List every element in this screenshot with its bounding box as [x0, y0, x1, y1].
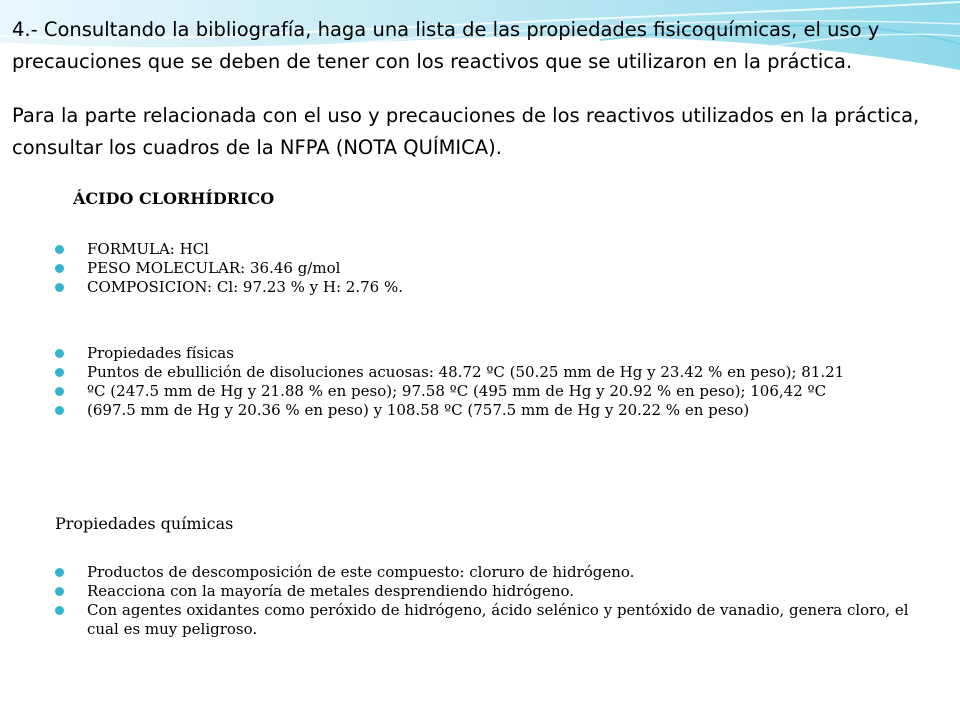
list-item-text: PESO MOLECULAR: 36.46 g/mol: [87, 259, 341, 277]
list-item: [55, 240, 935, 259]
bullet-icon: [55, 606, 64, 615]
list-item-text: COMPOSICION: Cl: 97.23 % y H: 2.76 %.: [87, 278, 403, 296]
list-item: [55, 344, 935, 363]
list-item-text: Productos de descomposición de este compuesto: cloruro de hidrógeno.: [87, 563, 635, 581]
chemical-properties-title: Propiedades químicas: [55, 514, 234, 533]
bullet-icon: [55, 568, 64, 577]
instruction-heading: 4.- Consultando la bibliografía, haga una lista de las propiedades fisicoquímicas, el uso y precauciones que se deben de tener con los reactivos que se utilizaron en la práctica.: [12, 18, 880, 73]
list-item: [55, 382, 935, 401]
list-item-text: FORMULA: HCl: [87, 240, 209, 258]
list-item: [55, 601, 935, 639]
bullet-icon: [55, 368, 64, 377]
bullet-icon: [55, 283, 64, 292]
list-item: [55, 582, 935, 601]
list-item: [55, 363, 935, 382]
list-item: [55, 401, 935, 420]
list-item: [55, 278, 935, 297]
bullet-icon: [55, 349, 64, 358]
list-item-text: (697.5 mm de Hg y 20.36 % en peso) y 108.58 ºC (757.5 mm de Hg y 20.22 % en peso): [87, 401, 750, 419]
instruction-note: Para la parte relacionada con el uso y precauciones de los reactivos utilizados en la práctica, consultar los cuadros de la NFPA (NOTA QUÍMICA).: [12, 104, 920, 159]
list-item: [55, 563, 935, 582]
bullet-icon: [55, 406, 64, 415]
list-item-text: Puntos de ebullición de disoluciones acuosas: 48.72 ºC (50.25 mm de Hg y 23.42 % en peso); 81.21: [87, 363, 845, 381]
list-item-text: Reacciona con la mayoría de metales desprendiendo hidrógeno.: [87, 582, 575, 600]
bullet-icon: [55, 387, 64, 396]
list-item: [55, 259, 935, 278]
general-properties-list: [55, 240, 935, 297]
list-item-text: ºC (247.5 mm de Hg y 21.88 % en peso); 97.58 ºC (495 mm de Hg y 20.92 % en peso); 106,42 ºC: [87, 382, 827, 400]
bullet-icon: [55, 264, 64, 273]
list-item-text: Con agentes oxidantes como peróxido de hidrógeno, ácido selénico y pentóxido de vanadio, genera cloro, el cual es muy peligroso.: [87, 601, 909, 638]
bullet-icon: [55, 245, 64, 254]
bullet-icon: [55, 587, 64, 596]
chemical-properties-list: [55, 563, 935, 639]
physical-properties-list: [55, 344, 935, 420]
list-item-text: Propiedades físicas: [87, 344, 234, 362]
section-title: ÁCIDO CLORHÍDRICO: [73, 189, 275, 208]
